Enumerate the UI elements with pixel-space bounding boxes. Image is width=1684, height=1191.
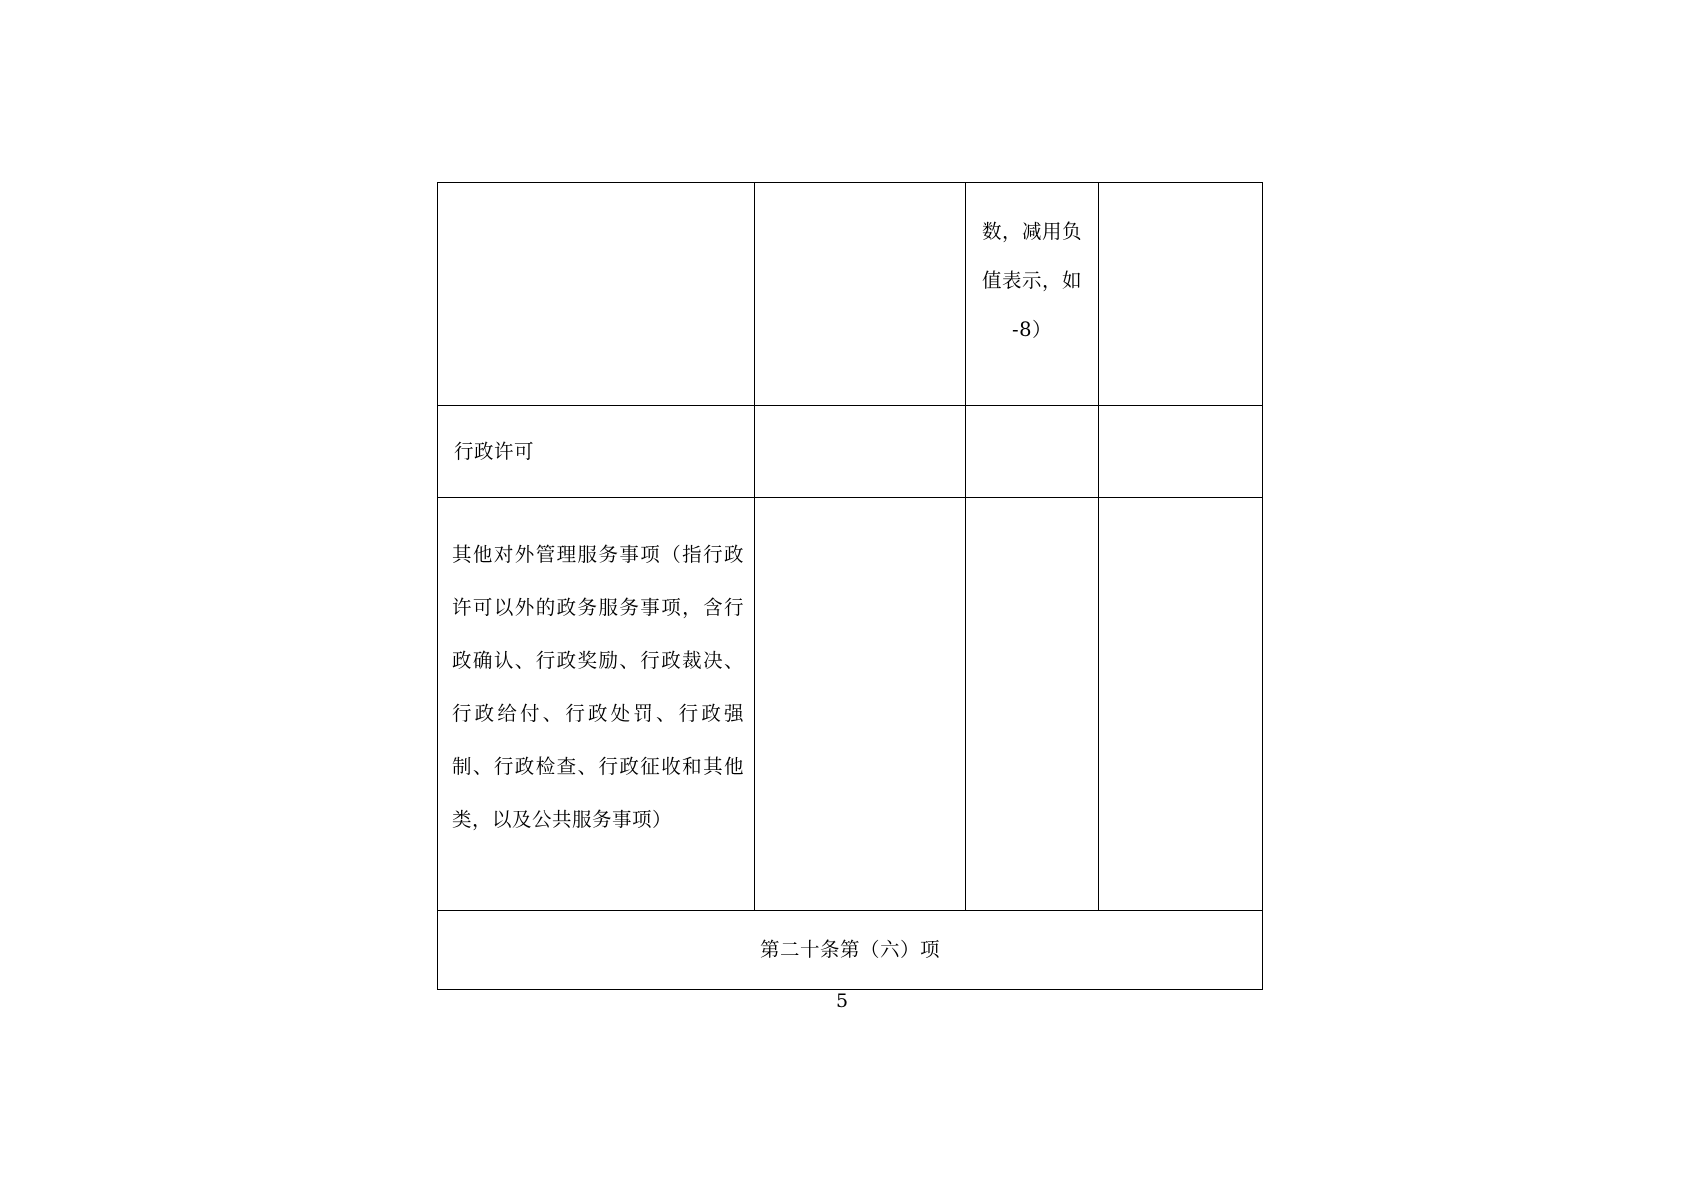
page-number: 5 — [835, 990, 849, 1012]
table-cell-matter-name — [438, 406, 755, 498]
table-cell-matter-name — [438, 183, 755, 406]
table-row — [438, 498, 1263, 911]
table-cell-column-b — [755, 183, 966, 406]
data-table — [437, 182, 1263, 990]
cell-text: 其他对外管理服务事项（指行政许可以外的政务服务事项，含行政确认、行政奖励、行政裁决、行政给付、行政处罚、行政强制、行政检查、行政征收和其他类，以及公共服务事项） — [452, 543, 744, 831]
table-cell-clause-reference — [438, 911, 1263, 990]
cell-line: 值表示，如 — [981, 269, 1082, 292]
table-cell-matter-name — [438, 498, 755, 911]
table-row-footer — [438, 911, 1263, 990]
table-cell-column-c — [966, 183, 1099, 406]
cell-text: 行政许可 — [454, 440, 535, 463]
table-cell-column-c — [966, 498, 1099, 911]
table-cell-column-c — [966, 406, 1099, 498]
table-cell-column-b — [755, 498, 966, 911]
table-cell-column-d — [1099, 406, 1263, 498]
cell-text: 第二十条第（六）项 — [759, 938, 940, 961]
table-cell-column-d — [1099, 183, 1263, 406]
table-cell-column-b — [755, 406, 966, 498]
cell-line: -8） — [1012, 318, 1052, 341]
table-row — [438, 183, 1263, 406]
table-row — [438, 406, 1263, 498]
cell-line: 数，减用负 — [981, 220, 1082, 243]
table-cell-column-d — [1099, 498, 1263, 911]
